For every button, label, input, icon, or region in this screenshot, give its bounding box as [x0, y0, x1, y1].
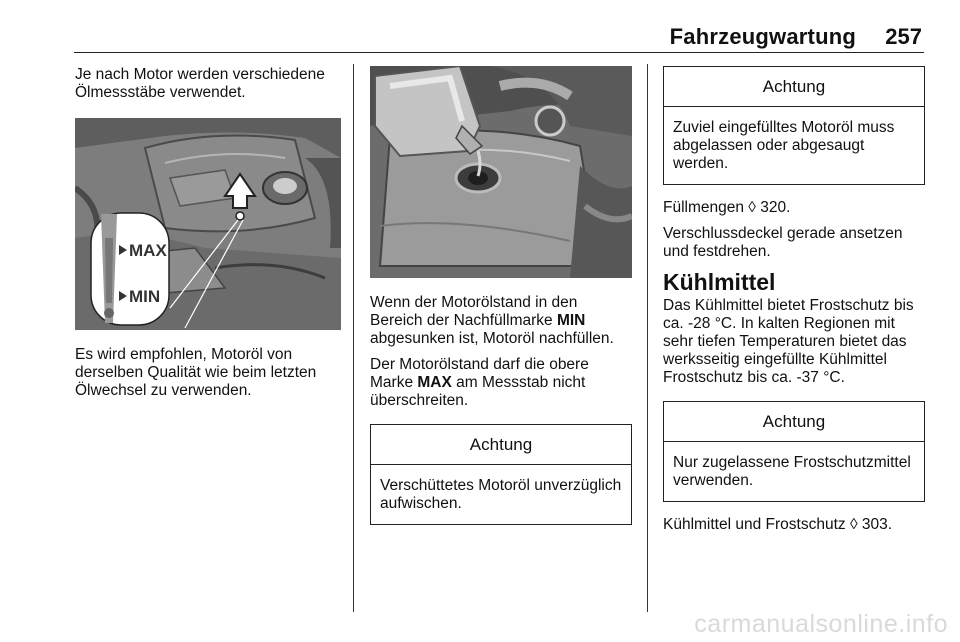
callout-spilled-oil — [370, 424, 632, 525]
section-heading-coolant: Kühlmittel — [663, 269, 776, 295]
engine-bay-illustration — [75, 118, 341, 330]
min-mark-label: MIN — [556, 312, 586, 329]
dipstick-engine-image — [75, 118, 341, 330]
cap-instruction-text: Verschlussdeckel gerade ansetzen und festdrehen. — [663, 225, 903, 260]
column-divider-1 — [353, 64, 354, 612]
oil-min-text: Wenn der Motorölstand in den Bereich der Nachfüllmarke MIN abgesunken ist, Motoröl nachfüllen. — [370, 294, 614, 347]
oil-filling-image — [370, 66, 632, 278]
oil-filling-illustration — [370, 66, 632, 278]
max-mark-label: MAX — [417, 374, 452, 391]
fill-quantity-reference: Füllmengen ◊ 320. — [663, 199, 791, 216]
page-header-title: Fahrzeugwartung — [669, 24, 856, 49]
coolant-text: Das Kühlmittel bietet Frostschutz bis ca. -28 °C. In kalten Regionen mit sehr tiefen Temperaturen bietet das werksseitig eingefüllte Kühlmittel Frostschutz bis ca. -37 °C. — [663, 297, 914, 386]
column-divider-2 — [647, 64, 648, 612]
column-3 — [663, 66, 925, 542]
callout-body: Verschüttetes Motoröl unverzüglich aufwischen. — [380, 477, 622, 512]
page-number: 257 — [885, 24, 922, 49]
coolant-reference: Kühlmittel und Frostschutz ◊ 303. — [663, 516, 893, 533]
oil-quality-text: Es wird empfohlen, Motoröl von derselben Qualität wie beim letzten Ölwechsel zu verwenden. — [75, 346, 317, 399]
column-2 — [370, 66, 632, 539]
dipstick-intro-text: Je nach Motor werden verschiedene Ölmessstäbe verwendet. — [75, 66, 325, 101]
dipstick-max-label: MAX — [129, 241, 167, 260]
callout-overfilled-oil — [663, 66, 925, 185]
column-1 — [75, 66, 341, 408]
watermark-text: carmanualsonline.info — [694, 610, 948, 638]
header-rule — [74, 52, 924, 53]
callout-antifreeze — [663, 401, 925, 502]
callout-title: Achtung — [371, 425, 631, 465]
callout-title: Achtung — [664, 67, 924, 107]
callout-body: Zuviel eingefülltes Motoröl muss abgelassen oder abgesaugt werden. — [673, 119, 895, 172]
callout-body: Nur zugelassene Frostschutzmittel verwenden. — [673, 454, 911, 489]
callout-title: Achtung — [664, 402, 924, 442]
dipstick-min-label: MIN — [129, 287, 161, 306]
oil-max-text: Der Motorölstand darf die obere Marke MAX am Messstab nicht überschreiten. — [370, 356, 589, 409]
